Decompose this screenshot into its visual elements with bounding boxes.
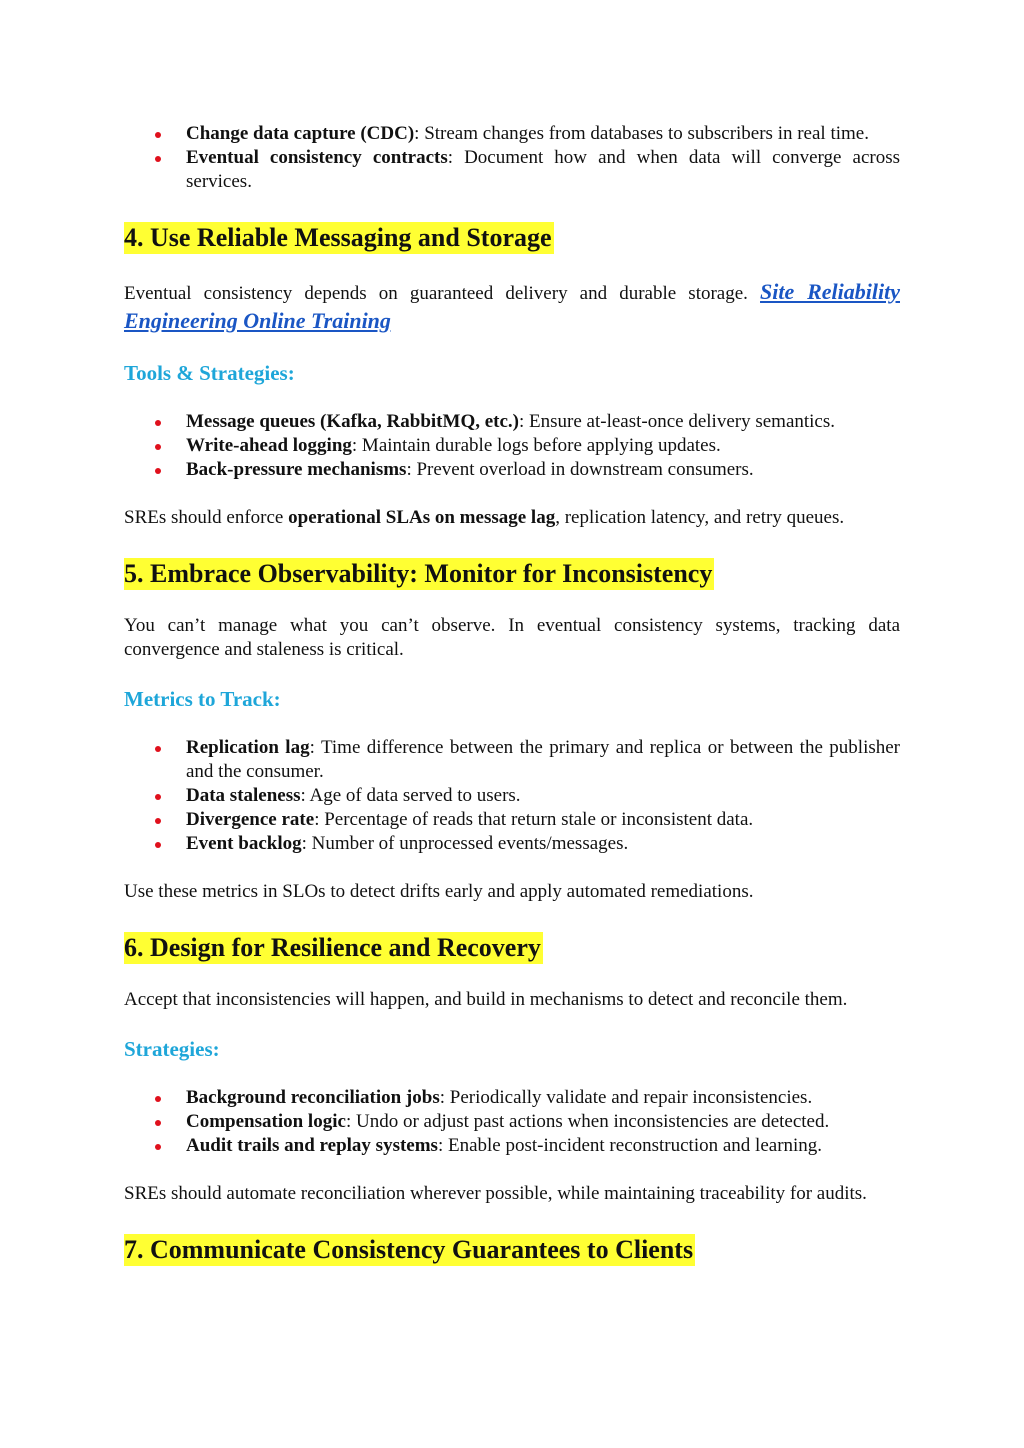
bullet-term: Replication lag — [186, 737, 310, 758]
training-link[interactable]: Site Reliability Engineering Online Training — [124, 279, 900, 333]
section-4-text: Eventual consistency depends on guaranteed delivery and durable storage. — [124, 283, 761, 304]
bullet-text: : Age of data served to users. — [300, 785, 521, 806]
bullet-text: : Number of unprocessed events/messages. — [301, 833, 629, 854]
bullet-term: Write-ahead logging — [186, 435, 352, 456]
section-6-paragraph: Accept that inconsistencies will happen, and build in mechanisms to detect and reconcile them. — [124, 989, 848, 1010]
section-6-closing: SREs should automate reconciliation wherever possible, while maintaining traceability for audits. — [124, 1183, 867, 1204]
document-content — [124, 122, 900, 1266]
section-5-paragraph: You can’t manage what you can’t observe. In eventual consistency systems, tracking data convergence and staleness is critical. — [124, 615, 900, 660]
bullet-icon — [155, 842, 161, 848]
bullet-icon — [155, 794, 161, 800]
bullet-text: : Maintain durable logs before applying updates. — [351, 435, 721, 456]
bullet-term: Back-pressure mechanisms — [186, 459, 407, 480]
section-6-heading: 6. Design for Resilience and Recovery — [124, 933, 541, 962]
bullet-term: Eventual consistency contracts — [186, 147, 448, 168]
bullet-text: : Enable post-incident reconstruction and learning. — [437, 1135, 823, 1156]
bullet-icon — [155, 746, 161, 752]
list-item — [124, 832, 900, 856]
bullet-icon — [155, 132, 161, 138]
list-item — [124, 146, 900, 194]
section-7-heading: 7. Communicate Consistency Guarantees to Clients — [124, 1235, 694, 1264]
section-5-heading: 5. Embrace Observability: Monitor for Inconsistency — [124, 559, 713, 588]
closing-text-post: , replication latency, and retry queues. — [555, 507, 845, 528]
bullet-text: : Document how and when data will converge across services. — [186, 147, 900, 192]
bullet-text: : Prevent overload in downstream consumers. — [406, 459, 754, 480]
bullet-icon — [155, 420, 161, 426]
section-5-closing: Use these metrics in SLOs to detect drifts early and apply automated remediations. — [124, 881, 754, 902]
bullet-term: Divergence rate — [186, 809, 315, 830]
bullet-text: : Undo or adjust past actions when inconsistencies are detected. — [345, 1111, 830, 1132]
bullet-term: Compensation logic — [186, 1111, 346, 1132]
list-item — [124, 410, 900, 434]
bullet-text: : Percentage of reads that return stale or inconsistent data. — [314, 809, 754, 830]
list-item — [124, 1110, 900, 1134]
bullet-text: : Periodically validate and repair inconsistencies. — [439, 1087, 813, 1108]
section-4-heading: 4. Use Reliable Messaging and Storage — [124, 223, 552, 252]
bullet-icon — [155, 1096, 161, 1102]
bullet-text: : Time difference between the primary and replica or between the publisher and the consumer. — [186, 737, 901, 782]
bullet-icon — [155, 156, 161, 162]
list-item — [124, 784, 900, 808]
bullet-icon — [155, 1120, 161, 1126]
bullet-term: Data staleness — [186, 785, 301, 806]
bullet-term: Message queues (Kafka, RabbitMQ, etc.) — [186, 411, 519, 432]
bullet-term: Audit trails and replay systems — [186, 1135, 438, 1156]
bullet-text: : Stream changes from databases to subscribers in real time. — [414, 123, 869, 144]
bullet-icon — [155, 468, 161, 474]
list-item — [124, 808, 900, 832]
closing-text-bold: operational SLAs on message lag — [288, 507, 556, 528]
bullet-text: : Ensure at-least-once delivery semantics. — [519, 411, 836, 432]
section-5-bullet-list — [124, 736, 900, 856]
list-item — [124, 434, 900, 458]
bullet-icon — [155, 444, 161, 450]
section-4-bullet-list — [124, 410, 900, 482]
list-item — [124, 458, 900, 482]
list-item — [124, 1134, 900, 1158]
section-4-closing — [124, 506, 900, 530]
list-item — [124, 1086, 900, 1110]
section-5-subheading: Metrics to Track: — [124, 687, 281, 711]
intro-bullet-list — [124, 122, 900, 194]
bullet-icon — [155, 818, 161, 824]
section-6-subheading: Strategies: — [124, 1037, 220, 1061]
section-6-bullet-list — [124, 1086, 900, 1158]
section-4-subheading: Tools & Strategies: — [124, 361, 295, 385]
closing-text-pre: SREs should enforce — [124, 507, 289, 528]
bullet-term: Event backlog — [186, 833, 302, 854]
list-item — [124, 122, 900, 146]
bullet-term: Change data capture (CDC) — [186, 123, 415, 144]
bullet-term: Background reconciliation jobs — [186, 1087, 440, 1108]
section-4-paragraph — [124, 278, 900, 336]
bullet-icon — [155, 1144, 161, 1150]
list-item — [124, 736, 900, 784]
